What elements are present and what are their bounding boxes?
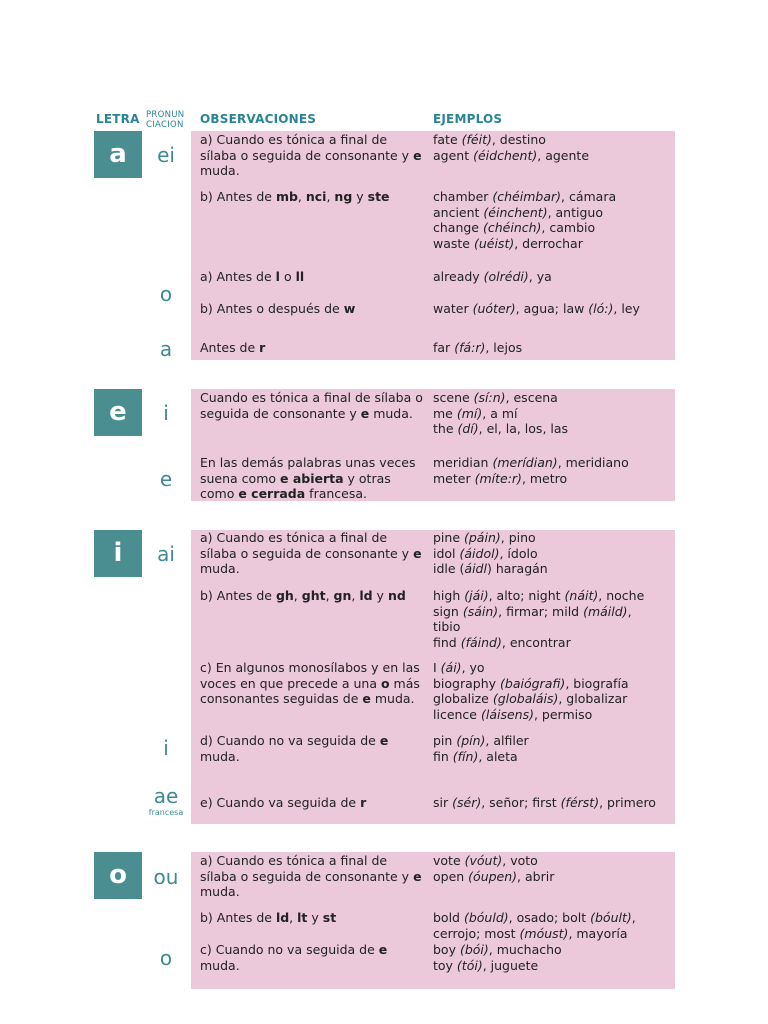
obs-text: d) Cuando no va seguida de e muda. (200, 733, 389, 764)
pronunciation-o: o (159, 282, 173, 306)
example-text: chamber (chéimbar), cámara ancient (éinchent), antiguo change (chéinch), cambio waste (uéist), derrochar (433, 189, 617, 251)
example-text: already (olrédi), ya (433, 269, 552, 284)
obs-text: c) Cuando no va seguida de e muda. (200, 942, 388, 973)
example-text: sir (sér), señor; first (férst), primero (433, 795, 656, 810)
pronunciation-ei: ei (157, 143, 175, 167)
pronunciation-ae: ae (153, 784, 179, 808)
obs-text: Antes de r (200, 340, 266, 355)
obs-text: b) Antes de ld, lt y st (200, 910, 337, 925)
example-text: vote (vóut), voto open (óupen), abrir (433, 853, 555, 884)
letter-e-box: e (94, 389, 142, 436)
header-pronunciacion (146, 110, 184, 130)
example-text: water (uóter), agua; law (ló:), ley (433, 301, 640, 316)
example-text: pin (pín), alfiler fin (fín), aleta (433, 733, 529, 764)
obs-text: b) Antes de gh, ght, gn, ld y nd (200, 588, 406, 603)
obs-text: c) En algunos monosílabos y en las voces en que precede a una o más consonantes seguidas de e muda. (200, 660, 420, 707)
pronunciation-e: e (159, 467, 173, 491)
pronunciation-ou: ou (153, 865, 179, 889)
example-text: I (ái), yo biography (baiógrafi), biografía globalize (globaláis), globalizar licence (láisens), permiso (433, 660, 629, 722)
pronunciation-i: i (163, 736, 169, 760)
letter-o-box: o (94, 852, 142, 899)
pronunciation-o: o (159, 946, 173, 970)
header-ejemplos: EJEMPLOS (433, 112, 503, 126)
example-text: high (jái), alto; night (náit), noche sign (sáin), firmar; mild (máild), tibio find (fáind), encontrar (433, 588, 645, 650)
obs-text: b) Antes o después de w (200, 301, 356, 316)
obs-text: a) Antes de l o ll (200, 269, 305, 284)
obs-text: a) Cuando es tónica a final de sílaba o seguida de consonante y e muda. (200, 853, 422, 900)
obs-text: a) Cuando es tónica a final de sílaba o seguida de consonante y e muda. (200, 530, 422, 577)
example-text: fate (féit), destino agent (éidchent), agente (433, 132, 590, 163)
pronunciation-i: i (163, 401, 169, 425)
obs-text: a) Cuando es tónica a final de sílaba o seguida de consonante y e muda. (200, 132, 422, 179)
example-text: meridian (merídian), meridiano meter (míte:r), metro (433, 455, 629, 486)
obs-text: b) Antes de mb, nci, ng y ste (200, 189, 390, 204)
obs-text: e) Cuando va seguida de r (200, 795, 367, 810)
example-text: scene (sí:n), escena me (mí), a mí the (dí), el, la, los, las (433, 390, 569, 437)
letter-i-box: i (94, 530, 142, 577)
pronunciation-ai: ai (157, 542, 175, 566)
header-observaciones: OBSERVACIONES (200, 112, 317, 126)
obs-text: En las demás palabras unas veces suena como e abierta y otras como e cerrada francesa. (200, 455, 416, 502)
pronunciation-note-francesa: francesa (148, 808, 184, 817)
letter-a-box: a (94, 131, 142, 178)
header-letra: LETRA (96, 112, 140, 126)
example-text: pine (páin), pino idol (áidol), ídolo idle (áidl) haragán (433, 530, 548, 577)
pronunciation-a: a (159, 337, 173, 361)
example-text: far (fá:r), lejos (433, 340, 523, 355)
example-text: boy (bói), muchacho toy (tói), juguete (433, 942, 562, 973)
header-pronun-line1: PRONUN (146, 110, 185, 120)
obs-text: Cuando es tónica a final de sílaba o seguida de consonante y e muda. (200, 390, 423, 421)
header-pronun-line2: CIACION (146, 120, 184, 130)
example-text: bold (bóuld), osado; bolt (bóult), cerrojo; most (móust), mayoría (433, 910, 636, 941)
